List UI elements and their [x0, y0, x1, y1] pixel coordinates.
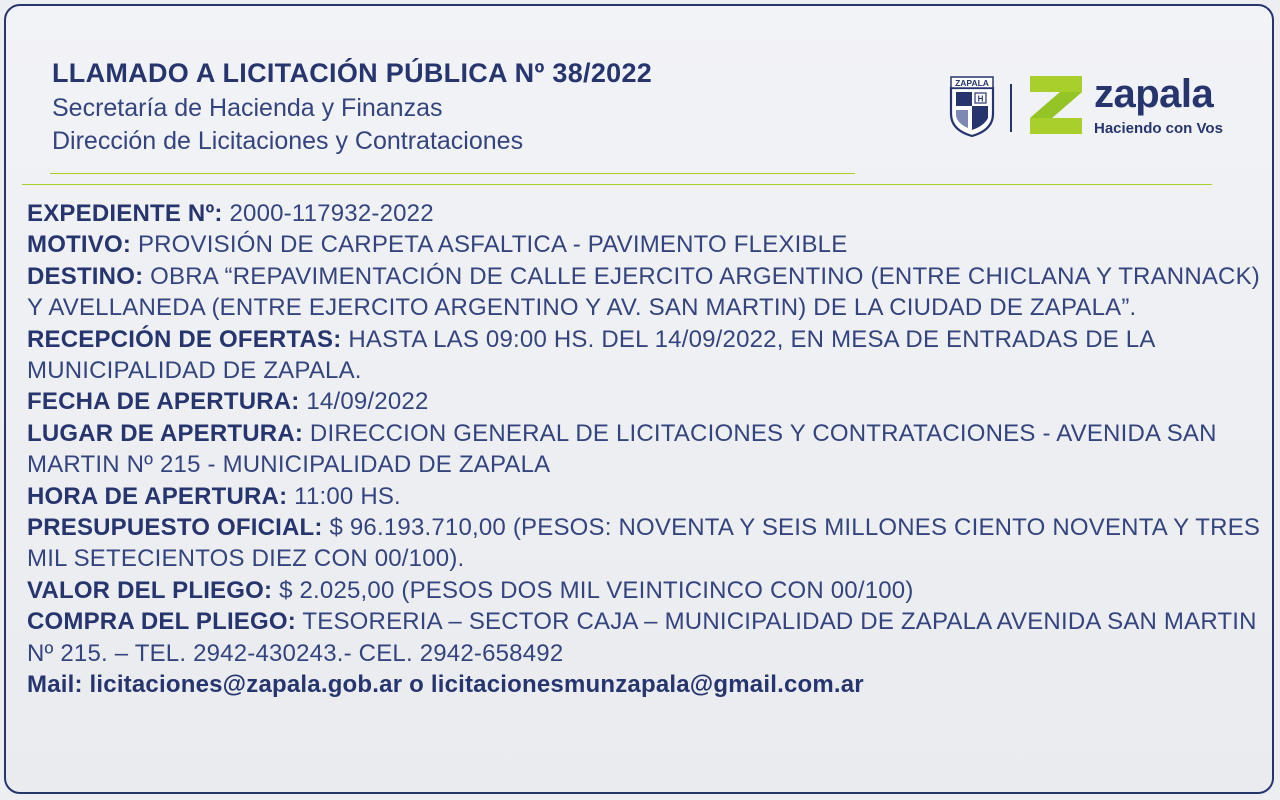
field-label: HORA DE APERTURA: — [27, 482, 288, 510]
field-label: LUGAR DE APERTURA: — [27, 419, 304, 447]
logo-separator — [1010, 84, 1012, 132]
field-motivo — [27, 229, 1262, 260]
field-value: TESORERIA – SECTOR CAJA – MUNICIPALIDAD DE ZAPALA AVENIDA SAN MARTIN Nº 215. – TEL. 2942-430243.- CEL. 2942-658492 — [27, 608, 1257, 667]
municipal-shield-icon — [948, 74, 996, 138]
accent-divider-short — [50, 173, 855, 174]
zapala-z-icon — [1026, 74, 1086, 136]
field-lugar-apertura — [27, 418, 1262, 481]
field-label: PRESUPUESTO OFICIAL: — [27, 514, 323, 542]
field-label: FECHA DE APERTURA: — [27, 388, 300, 416]
field-value: HASTA LAS 09:00 HS. DEL 14/09/2022, EN MESA DE ENTRADAS DE LA MUNICIPALIDAD DE ZAPALA. — [27, 325, 1155, 385]
svg-text:H: H — [977, 94, 984, 104]
field-fecha-apertura — [27, 386, 1262, 417]
field-presupuesto — [27, 512, 1262, 575]
field-hora-apertura — [27, 481, 1262, 512]
field-valor-pliego — [27, 575, 1262, 606]
field-value: 11:00 HS. — [294, 482, 401, 510]
field-label: COMPRA DEL PLIEGO: — [27, 608, 296, 636]
field-label: MOTIVO: — [27, 231, 132, 259]
field-compra-pliego — [27, 606, 1262, 669]
field-value: $ 96.193.710,00 (PESOS: NOVENTA Y SEIS MILLONES CIENTO NOVENTA Y TRES MIL SETECIENTOS DIEZ CON 00/100). — [27, 514, 1261, 573]
zapala-logo — [946, 72, 1246, 142]
mail-line: Mail: licitaciones@zapala.gob.ar o licitacionesmunzapala@gmail.com.ar — [27, 671, 864, 699]
field-label: VALOR DEL PLIEGO: — [27, 576, 273, 604]
field-value: $ 2.025,00 (PESOS DOS MIL VEINTICINCO CON 00/100) — [279, 576, 914, 604]
field-value: 14/09/2022 — [306, 388, 429, 416]
field-label: EXPEDIENTE Nº: — [27, 200, 223, 227]
field-value: 2000-117932-2022 — [229, 200, 434, 227]
field-label: DESTINO: — [27, 262, 144, 290]
brand-wordmark: zapala — [1094, 72, 1214, 116]
accent-divider-long — [22, 184, 1212, 185]
brand-tagline: Haciendo con Vos — [1094, 120, 1223, 137]
direccion-subtitle: Dirección de Licitaciones y Contrataciones — [52, 127, 524, 155]
field-value: DIRECCION GENERAL DE LICITACIONES Y CONTRATACIONES - AVENIDA SAN MARTIN Nº 215 - MUNICIPALIDAD DE ZAPALA — [27, 419, 1217, 479]
notice-body — [27, 198, 1262, 701]
field-label: RECEPCIÓN DE OFERTAS: — [27, 325, 342, 353]
field-expediente — [27, 198, 1262, 229]
field-recepcion — [27, 324, 1262, 387]
notice-title: LLAMADO A LICITACIÓN PÚBLICA Nº 38/2022 — [52, 58, 653, 88]
field-value: OBRA “REPAVIMENTACIÓN DE CALLE EJERCITO ARGENTINO (ENTRE CHICLANA Y TRANNACK) Y AVELLANEDA (ENTRE EJERCITO ARGENTINO Y AV. SAN MARTIN) DE LA CIUDAD DE ZAPALA”. — [27, 262, 1260, 322]
shield-label: ZAPALA — [955, 78, 989, 88]
field-value: PROVISIÓN DE CARPETA ASFALTICA - PAVIMENTO FLEXIBLE — [137, 231, 848, 259]
secretaria-subtitle: Secretaría de Hacienda y Finanzas — [52, 94, 443, 122]
field-destino — [27, 261, 1262, 324]
